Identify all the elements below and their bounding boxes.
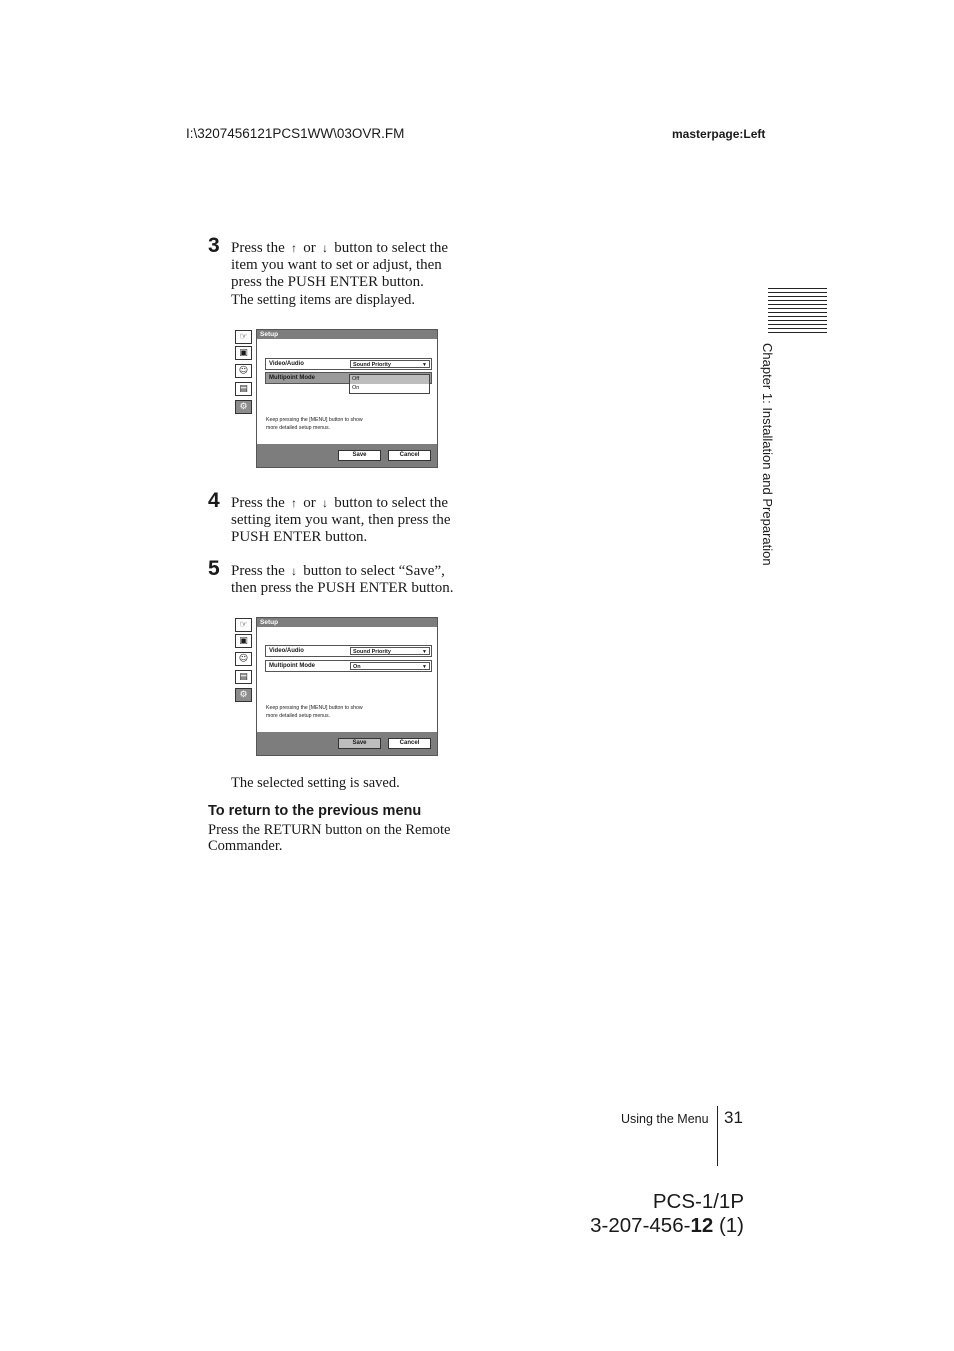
up-arrow-icon: ↑ [291,496,297,510]
cancel-button[interactable]: Cancel [388,450,431,461]
cancel-button[interactable]: Cancel [388,738,431,749]
chapter-tab-marker [768,288,827,334]
display-icon: ▤ [235,670,252,684]
connect-icon: ☞ [235,330,252,344]
model-info [560,1190,744,1238]
section-name: Using the Menu [621,1112,709,1126]
step-number-5: 5 [208,557,220,580]
masterpage-label: masterpage:Left [672,127,766,141]
footer-divider [717,1106,718,1166]
multipoint-mode-select[interactable]: On ▼ [350,662,430,670]
multipoint-mode-row[interactable]: Multipoint Mode On ▼ [265,660,432,672]
down-arrow-icon: ↓ [322,241,328,255]
save-button[interactable]: Save [338,450,381,461]
down-arrow-icon: ↓ [291,564,297,578]
section-heading: To return to the previous menu [208,803,422,819]
page-number: 31 [724,1108,743,1127]
display-icon: ▤ [235,382,252,396]
menu-hint: Keep pressing the [MENU] button to show more detailed setup menus. [266,417,363,431]
connect-icon: ☞ [235,618,252,632]
camera-icon: ☺ [235,364,252,378]
setup-screen-2 [232,617,442,757]
setup-icon: ⚙ [235,400,252,414]
step-number-4: 4 [208,489,220,512]
phonebook-icon: ▣ [235,634,252,648]
panel-title: Setup [257,618,437,627]
step-3-note: The setting items are displayed. [231,292,416,308]
panel-footer [257,732,437,755]
chevron-down-icon: ▼ [422,649,427,655]
chapter-title: Chapter 1: Installation and Preparation [760,343,775,566]
model-name: PCS-1/1P [652,1190,744,1213]
chevron-down-icon: ▼ [422,664,427,670]
setup-panel [256,617,438,756]
step-4-text: Press the ↑ or ↓ button to select the setting item you want, then press the PUSH ENTER button. [231,495,451,545]
video-audio-row[interactable]: Video/Audio Sound Priority ▼ [265,358,432,370]
option-on[interactable]: On [352,385,360,391]
menu-hint: Keep pressing the [MENU] button to show more detailed setup menus. [266,705,363,719]
step-number-3: 3 [208,234,220,257]
video-audio-select[interactable]: Sound Priority ▼ [350,360,430,368]
video-audio-select[interactable]: Sound Priority ▼ [350,647,430,655]
down-arrow-icon: ↓ [322,496,328,510]
step-5-text: Press the ↓ button to select “Save”, then press the PUSH ENTER button. [231,563,454,596]
phonebook-icon: ▣ [235,346,252,360]
save-button[interactable]: Save [338,738,381,749]
option-off[interactable]: Off [350,375,429,384]
multipoint-dropdown[interactable] [349,374,430,394]
section-body: Press the RETURN button on the Remote Commander. [208,822,451,854]
menu-sidebar [232,617,254,757]
panel-footer [257,444,437,467]
multipoint-mode-row[interactable]: Multipoint Mode [265,372,432,384]
panel-title: Setup [257,330,437,339]
camera-icon: ☺ [235,652,252,666]
step-3-text: Press the ↑ or ↓ button to select the item you want to set or adjust, then press the PUSH ENTER button. [231,240,448,290]
model-code: 3-207-456-12 (1) [590,1214,744,1237]
file-path: I:\3207456121PCS1WW\03OVR.FM [186,126,405,141]
setup-screen-1 [232,329,442,469]
setup-icon: ⚙ [235,688,252,702]
video-audio-row[interactable]: Video/Audio Sound Priority ▼ [265,645,432,657]
setup-panel [256,329,438,468]
up-arrow-icon: ↑ [291,241,297,255]
chevron-down-icon: ▼ [422,362,427,368]
saved-note: The selected setting is saved. [231,775,400,791]
menu-sidebar [232,329,254,469]
